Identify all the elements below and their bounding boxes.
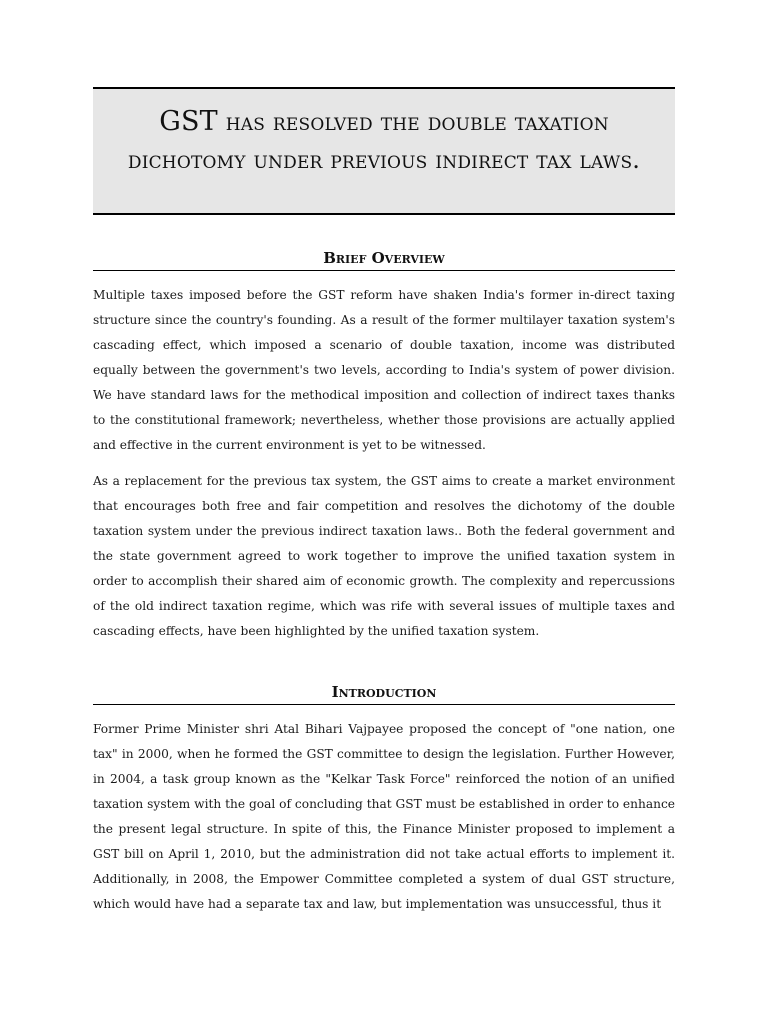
document-page bbox=[93, 87, 675, 917]
section-heading-brief-overview: Brief Overview bbox=[93, 248, 675, 271]
title-box bbox=[93, 87, 675, 215]
paragraph: Former Prime Minister shri Atal Bihari Vajpayee proposed the concept of "one nation, one tax" in 2000, when he formed the GST committee to design the legislation. Further However, in 2004, a task group known as the "Kelkar Task Force" reinforced the notion of an unified taxation system with the goal of concluding that GST must be established in order to enhance the present legal structure. In spite of this, the Finance Minister proposed to implement a GST bill on April 1, 2010, but the administration did not take actual efforts to implement it. Additionally, in 2008, the Empower Committee completed a system of dual GST structure, which would have had a separate tax and law, but implementation was unsuccessful, thus it bbox=[93, 722, 675, 911]
title-lead: GST bbox=[159, 106, 218, 137]
section-heading-introduction: Introduction bbox=[93, 682, 675, 705]
title-rest: has resolved the double taxation dichotomy under previous indirect tax laws. bbox=[127, 108, 641, 174]
document-title bbox=[103, 103, 665, 179]
paragraph: Multiple taxes imposed before the GST reform have shaken India's former in-direct taxing structure since the country's founding. As a result of the former multilayer taxation system's cascading effect, which imposed a scenario of double taxation, income was distributed equally between the government's two levels, according to India's system of power division. We have standard laws for the methodical imposition and collection of indirect taxes thanks to the constitutional framework; nevertheless, whether those provisions are actually applied and effective in the current environment is yet to be witnessed. bbox=[93, 288, 675, 452]
paragraph: As a replacement for the previous tax system, the GST aims to create a market environment that encourages both free and fair competition and resolves the dichotomy of the double taxation system under the previous indirect taxation laws.. Both the federal government and the state government agreed to work together to improve the unified taxation system in order to accomplish their shared aim of economic growth. The complexity and repercussions of the old indirect taxation regime, which was rife with several issues of multiple taxes and cascading effects, have been highlighted by the unified taxation system. bbox=[93, 474, 675, 638]
